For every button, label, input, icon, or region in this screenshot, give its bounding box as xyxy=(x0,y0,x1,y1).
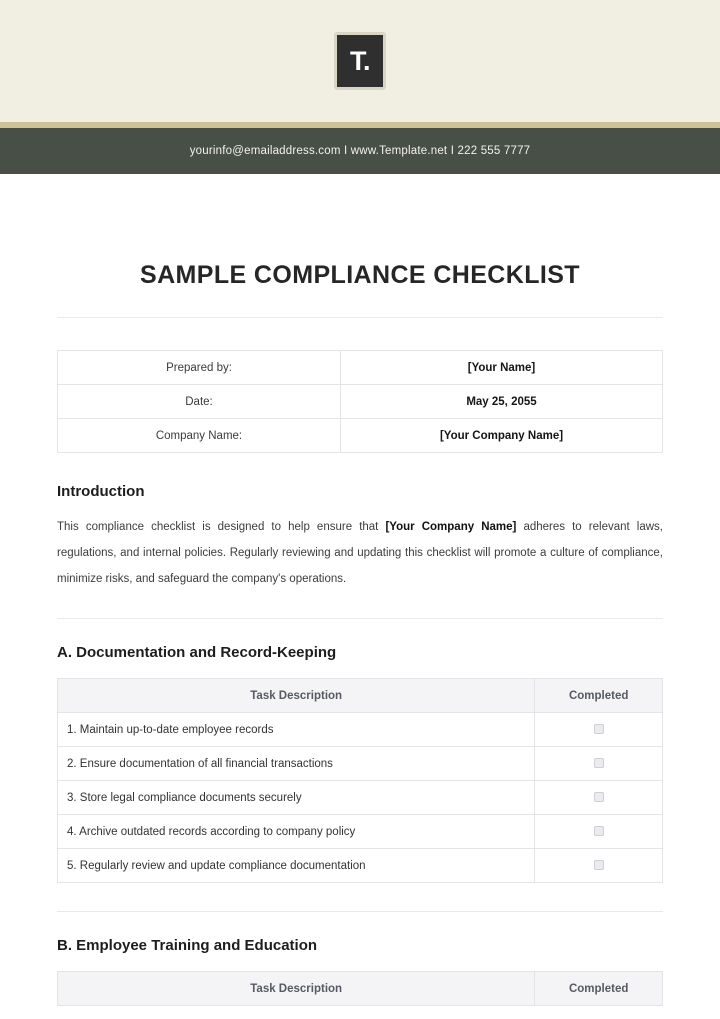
task-checkbox[interactable] xyxy=(594,860,604,870)
task-checkbox[interactable] xyxy=(594,724,604,734)
introduction-text-part1: This compliance checklist is designed to help ensure that xyxy=(57,521,386,533)
section-a-heading: A. Documentation and Record-Keeping xyxy=(57,644,337,661)
info-value-prepared-by[interactable]: [Your Name] xyxy=(341,351,663,385)
table-row xyxy=(58,419,663,453)
table-row xyxy=(58,815,663,849)
introduction-text-part2: adheres to relevant laws, regulations, and internal policies. Regularly reviewing and updating this checklist will promote a culture of compliance, minimize risks, and safeguard the company's operations. xyxy=(57,521,663,585)
introduction-paragraph xyxy=(57,500,663,592)
task-checkbox[interactable] xyxy=(594,792,604,802)
section-a-checklist-table xyxy=(57,678,663,883)
table-row xyxy=(58,351,663,385)
task-description: 3. Store legal compliance documents securely xyxy=(58,781,535,815)
section-b-checklist-table xyxy=(57,971,663,1006)
column-header-task-description: Task Description xyxy=(58,679,535,713)
document-body xyxy=(0,174,720,1006)
info-value-company-name[interactable]: [Your Company Name] xyxy=(341,419,663,453)
template-net-logo-icon xyxy=(334,32,386,90)
table-row xyxy=(58,713,663,747)
task-checkbox[interactable] xyxy=(594,758,604,768)
task-description: 1. Maintain up-to-date employee records xyxy=(58,713,535,747)
table-header-row xyxy=(58,972,663,1006)
contact-info-text: yourinfo@emailaddress.com I www.Template.net I 222 555 7777 xyxy=(189,145,531,157)
task-description: 2. Ensure documentation of all financial transactions xyxy=(58,747,535,781)
introduction-company-placeholder: [Your Company Name] xyxy=(385,521,517,533)
column-header-task-description: Task Description xyxy=(58,972,535,1006)
page-title: SAMPLE COMPLIANCE CHECKLIST xyxy=(140,261,580,289)
info-value-date[interactable]: May 25, 2055 xyxy=(341,385,663,419)
table-header-row xyxy=(58,679,663,713)
title-divider xyxy=(57,317,663,318)
header-banner xyxy=(0,0,720,122)
document-info-table xyxy=(57,350,663,453)
task-checkbox[interactable] xyxy=(594,826,604,836)
info-label-company-name: Company Name: xyxy=(58,419,341,453)
column-header-completed: Completed xyxy=(535,679,663,713)
column-header-completed: Completed xyxy=(535,972,663,1006)
contact-bar xyxy=(0,128,720,174)
logo-glyph: T. xyxy=(349,45,370,76)
completed-cell xyxy=(535,713,663,747)
completed-cell xyxy=(535,849,663,883)
completed-cell xyxy=(535,781,663,815)
task-description: 4. Archive outdated records according to company policy xyxy=(58,815,535,849)
info-label-date: Date: xyxy=(58,385,341,419)
introduction-heading: Introduction xyxy=(57,483,145,500)
table-row xyxy=(58,747,663,781)
task-description: 5. Regularly review and update compliance documentation xyxy=(58,849,535,883)
section-b-heading: B. Employee Training and Education xyxy=(57,937,318,954)
table-row xyxy=(58,781,663,815)
table-row xyxy=(58,385,663,419)
completed-cell xyxy=(535,747,663,781)
info-label-prepared-by: Prepared by: xyxy=(58,351,341,385)
completed-cell xyxy=(535,815,663,849)
table-row xyxy=(58,849,663,883)
